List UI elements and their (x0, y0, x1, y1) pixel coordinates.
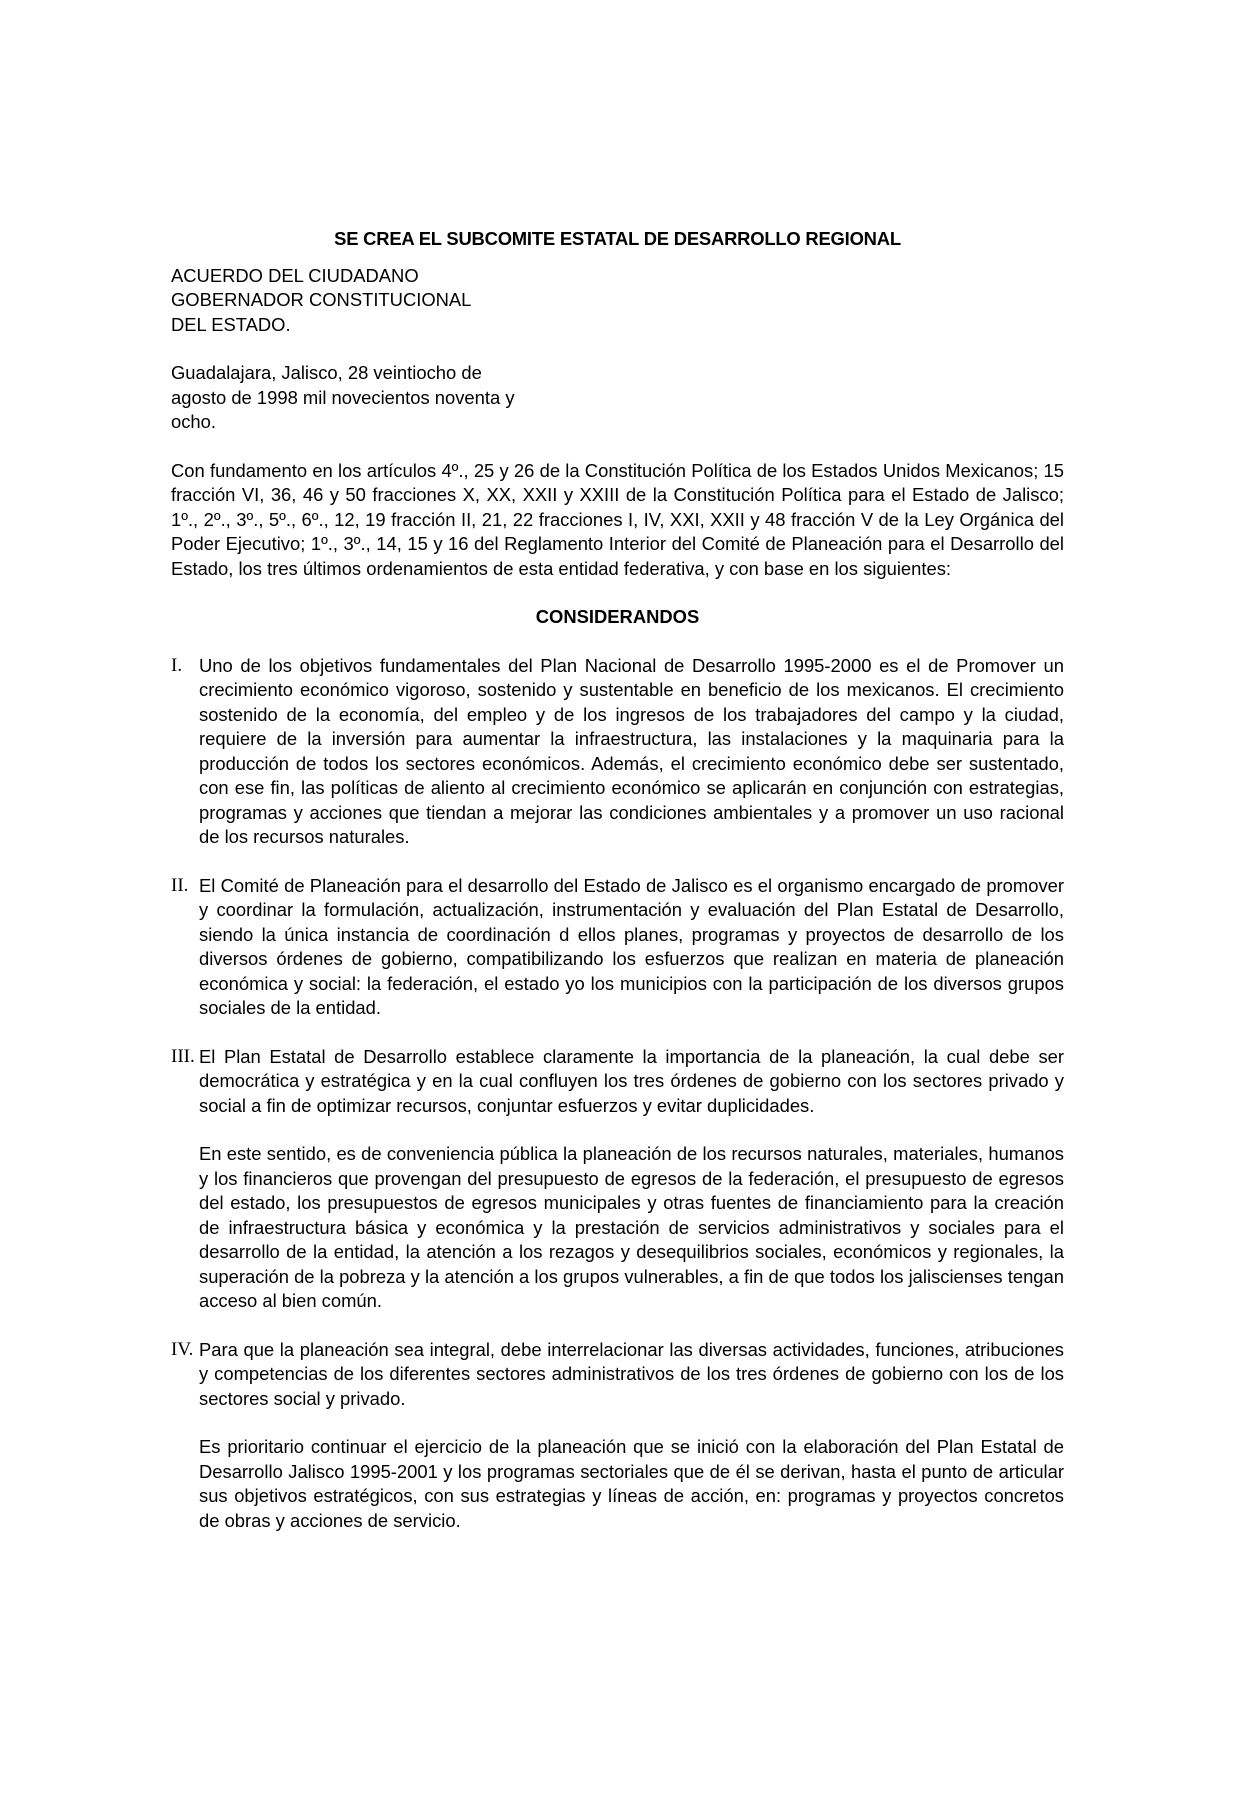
considerando-paragraph: El Plan Estatal de Desarrollo establece claramente la importancia de la planeación, la cual debe ser democrática y estratégica y en la cual confluyen los tres órdenes de gobierno con los sectores privado y social a fin de optimizar recursos, conjuntar esfuerzos y evitar duplicidades. (199, 1045, 1064, 1116)
acuerdo-line: DEL ESTADO. (171, 313, 291, 335)
document-title: SE CREA EL SUBCOMITE ESTATAL DE DESARROLLO REGIONAL (334, 228, 901, 249)
considerando-numeral: IV. (171, 1338, 194, 1360)
considerando-item (171, 874, 1064, 1021)
considerando-paragraph: En este sentido, es de conveniencia pública la planeación de los recursos naturales, materiales, humanos y los financieros que provengan del presupuesto de egresos de la federación, el presupuesto de egresos del estado, los presupuestos de egresos municipales y otras fuentes de financiamiento para la creación de infraestructura básica y económica y la prestación de servicios administrativos y sociales para el desarrollo de la entidad, la atención a los rezagos y desequilibrios sociales, económicos y regionales, la superación de la pobreza y la atención a los grupos vulnerables, a fin de que todos los jaliscienses tengan acceso al bien común. (199, 1143, 1064, 1311)
considerandos-heading: CONSIDERANDOS (535, 606, 700, 627)
considerando-item (171, 1338, 1064, 1534)
considerando-paragraph: Uno de los objetivos fundamentales del Plan Nacional de Desarrollo 1995-2000 es el de Promover un crecimiento económico vigoroso, sostenido y sustentable en beneficio de los mexicanos. El crecimiento sostenido de la economía, del empleo y de los ingresos de los trabajadores del campo y la ciudad, requiere de la inversión para aumentar la infraestructura, las instalaciones y la maquinaria para la producción de todos los sectores económicos. Además, el crecimiento económico debe ser sustentado, con ese fin, las políticas de aliento al crecimiento económico se aplicarán en conjunción con estrategias, programas y acciones que tiendan a mejorar las condiciones ambientales y a promover un uso racional de los recursos naturales. (199, 654, 1064, 847)
place-date: Guadalajara, Jalisco, 28 veintiocho de agosto de 1998 mil novecientos noventa y ocho. (171, 362, 515, 432)
document-content (171, 227, 1064, 1557)
considerando-paragraph: El Comité de Planeación para el desarrollo del Estado de Jalisco es el organismo encargado de promover y coordinar la formulación, actualización, instrumentación y evaluación del Plan Estatal de Desarrollo, siendo la única instancia de coordinación d ellos planes, programas y proyectos de desarrollo de los diversos órdenes de gobierno, compatibilizando los esfuerzos que realizan en materia de planeación económica y social: la federación, el estado yo los municipios con la participación de los diversos grupos sociales de la entidad. (199, 874, 1064, 1018)
acuerdo-line: GOBERNADOR CONSTITUCIONAL (171, 289, 472, 310)
considerando-paragraph: Para que la planeación sea integral, debe interrelacionar las diversas actividades, funciones, atribuciones y competencias de los diferentes sectores administrativos de los tres órdenes de gobierno con los de los sectores social y privado. (199, 1338, 1064, 1409)
considerando-numeral: III. (171, 1045, 195, 1067)
fundamento-paragraph: Con fundamento en los artículos 4º., 25 y 26 de la Constitución Política de los Estados Unidos Mexicanos; 15 fracción VI, 36, 46 y 50 fracciones X, XX, XXII y XXIII de la Constitución Política para el Estado de Jalisco; 1º., 2º., 3º., 5º., 6º., 12, 19 fracción II, 21, 22 fracciones I, IV, XXI, XXII y 48 fracción V de la Ley Orgánica del Poder Ejecutivo; 1º., 3º., 14, 15 y 16 del Reglamento Interior del Comité de Planeación para el Desarrollo del Estado, los tres últimos ordenamientos de esta entidad federativa, y con base en los siguientes: (171, 459, 1064, 579)
considerando-numeral: I. (171, 654, 183, 676)
considerando-numeral: II. (171, 874, 189, 896)
acuerdo-heading (171, 264, 1064, 338)
acuerdo-line: ACUERDO DEL CIUDADANO (171, 264, 419, 286)
considerando-item (171, 654, 1064, 850)
considerando-item (171, 1045, 1064, 1314)
considerando-paragraph: Es prioritario continuar el ejercicio de la planeación que se inició con la elaboración del Plan Estatal de Desarrollo Jalisco 1995-2001 y los programas sectoriales que de él se derivan, hasta el punto de articular sus objetivos estratégicos, con sus estrategias y líneas de acción, en: programas y proyectos concretos de obras y acciones de servicio. (199, 1436, 1064, 1531)
